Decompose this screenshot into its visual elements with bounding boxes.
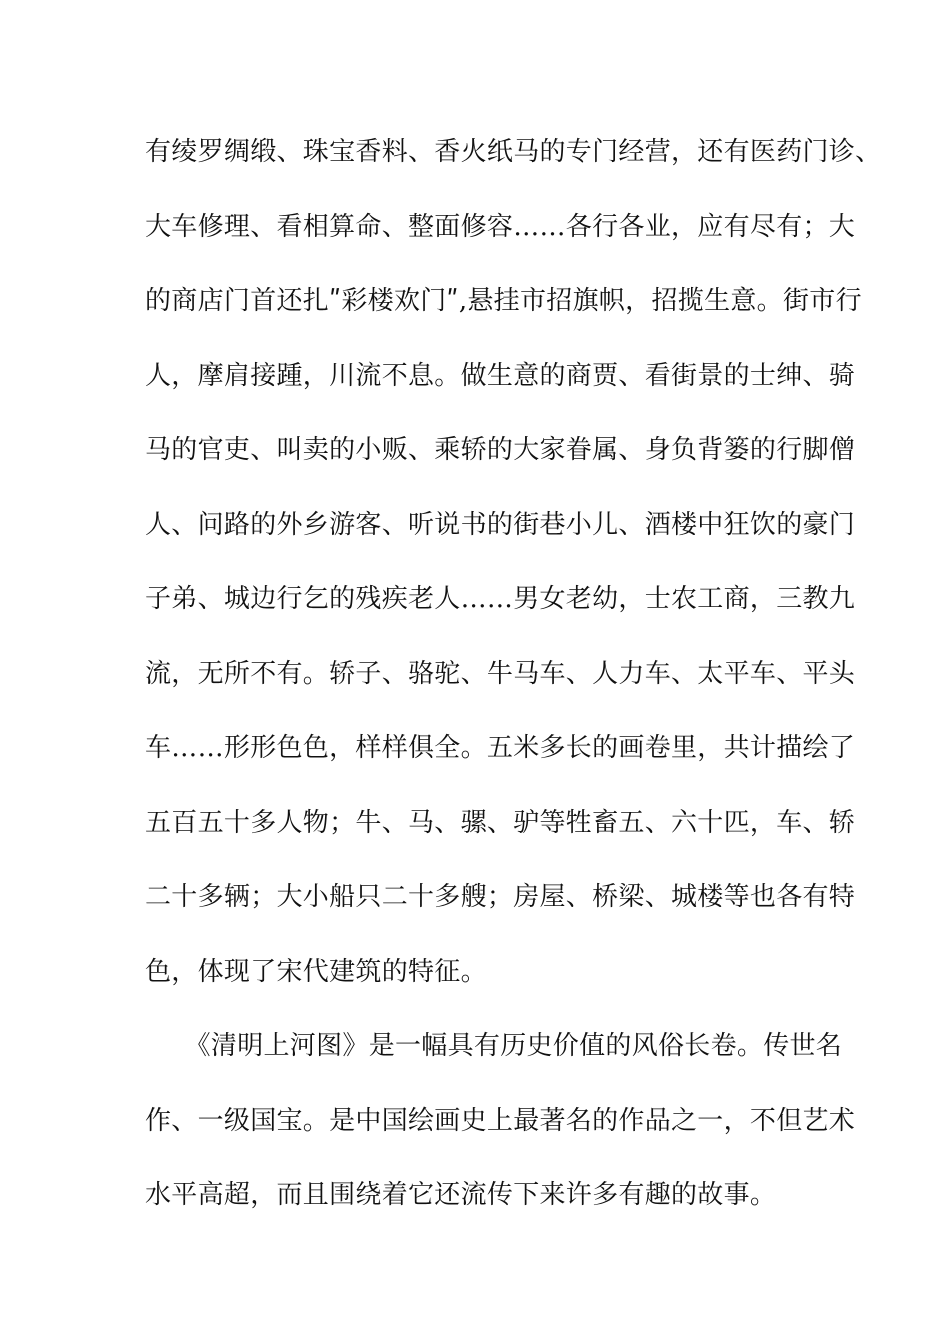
text-line: 人、问路的外乡游客、听说书的街巷小儿、酒楼中狂饮的豪门: [145, 510, 856, 540]
text-line: 作、一级国宝。是中国绘画史上最著名的作品之一，不但艺术: [145, 1106, 856, 1136]
text-line: 色，体现了宋代建筑的特征。: [145, 957, 487, 987]
text-line: 马的官吏、叫卖的小贩、乘轿的大家眷属、身负背篓的行脚僧: [145, 435, 856, 465]
text-line: 水平高超，而且围绕着它还流传下来许多有趣的故事。: [145, 1180, 777, 1210]
text-line: 人，摩肩接踵，川流不息。做生意的商贾、看街景的士绅、骑: [145, 361, 856, 391]
text-line: 子弟、城边行乞的残疾老人……男女老幼，士农工商，三教九: [145, 584, 856, 614]
text-line: 车……形形色色，样样俱全。五米多长的画卷里，共计描绘了: [145, 733, 856, 763]
text-line: 有绫罗绸缎、珠宝香料、香火纸马的专门经营，还有医药门诊、: [145, 137, 882, 167]
text-line: 流，无所不有。轿子、骆驼、牛马车、人力车、太平车、平头: [145, 659, 856, 689]
text-line: 二十多辆；大小船只二十多艘；房屋、桥梁、城楼等也各有特: [145, 882, 856, 912]
text-line: 五百五十多人物；牛、马、骡、驴等牲畜五、六十匹，车、轿: [145, 808, 856, 838]
text-line: 《清明上河图》是一幅具有历史价值的风俗长卷。传世名: [145, 1031, 843, 1061]
text-line: 的商店门首还扎ʺ彩楼欢门ʺ,悬挂市招旗帜，招揽生意。街市行: [145, 286, 862, 316]
text-line: 大车修理、看相算命、整面修容……各行各业，应有尽有；大: [145, 212, 856, 242]
